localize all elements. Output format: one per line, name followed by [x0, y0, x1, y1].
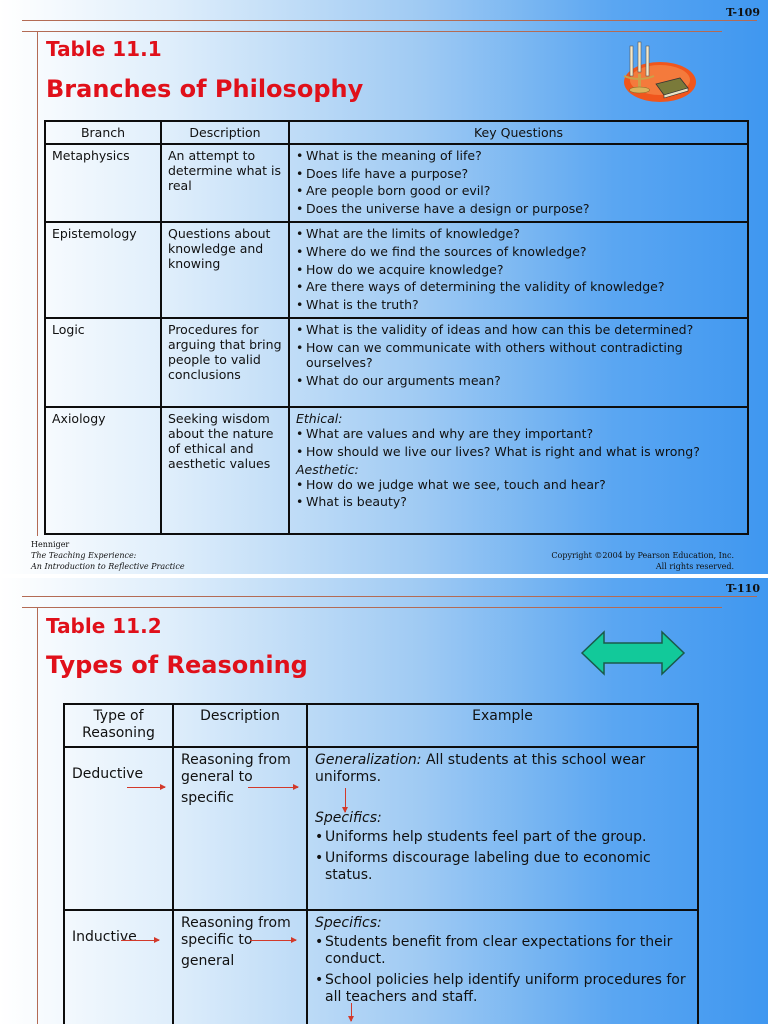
footer-book-title: The Teaching Experience:: [31, 551, 137, 560]
top-rule-inner: [22, 607, 722, 608]
slide-table-11-2: [0, 578, 768, 1024]
footer-author: Henniger: [31, 540, 70, 549]
page-number: T-109: [726, 6, 760, 19]
table-row: [45, 222, 748, 318]
list-item: • School policies help identify uniform procedures for all teachers and staff.: [315, 972, 690, 1006]
list-item: • How do we acquire knowledge?: [296, 262, 741, 277]
left-rule: [37, 31, 38, 536]
top-rule-inner: [22, 31, 722, 32]
header-example: Example: [307, 704, 698, 747]
list-item: • Where do we find the sources of knowledge?: [296, 244, 741, 259]
example-cell: [307, 910, 698, 1024]
page-title: Branches of Philosophy: [46, 75, 364, 103]
generalization-label: Generalization:: [315, 752, 422, 768]
description-cell: Questions about knowledge and knowing: [161, 222, 289, 318]
description-end: general: [181, 953, 235, 969]
footer-copyright: Copyright ©2004 by Pearson Education, Inc.: [551, 551, 734, 560]
list-item: • Students benefit from clear expectations for their conduct.: [315, 934, 690, 968]
arrow-right-icon: [248, 787, 298, 788]
list-item: • What is beauty?: [296, 494, 741, 509]
questions-cell: [289, 407, 748, 534]
page-title: Types of Reasoning: [46, 651, 308, 679]
branch-cell: Epistemology: [45, 222, 161, 318]
header-description: Description: [161, 121, 289, 144]
table-row: [45, 318, 748, 407]
footer-right: [551, 550, 734, 572]
description-main: Reasoning from general to: [181, 752, 291, 785]
generalization-text: All students at this school wear uniforms.: [315, 752, 646, 785]
table-row: [45, 407, 748, 534]
table-number: Table 11.2: [46, 614, 162, 638]
list-item: • What is the validity of ideas and how can this be determined?: [296, 322, 741, 337]
top-rule: [22, 20, 757, 21]
footer-book-subtitle: An Introduction to Reflective Practice: [31, 562, 185, 571]
arrow-right-icon: [121, 940, 159, 941]
aesthetic-label: Aesthetic:: [296, 461, 359, 477]
description-main: Reasoning from specific to: [181, 915, 291, 948]
type-cell: Deductive: [64, 747, 173, 910]
ethical-label: Ethical:: [296, 411, 343, 427]
arrow-down-icon: [351, 1003, 352, 1021]
candlestick-book-icon: [612, 38, 698, 104]
branch-cell: Axiology: [45, 407, 161, 534]
list-item: • Uniforms help students feel part of the group.: [315, 829, 690, 846]
list-item: • How should we live our lives? What is right and what is wrong?: [296, 444, 741, 459]
description-cell: [173, 747, 307, 910]
table-row: [64, 747, 698, 910]
page-number: T-110: [726, 582, 760, 595]
questions-cell: [289, 222, 748, 318]
list-item: • Does life have a purpose?: [296, 166, 741, 181]
description-end: specific: [181, 790, 234, 806]
philosophy-table: [44, 120, 749, 535]
description-cell: Procedures for arguing that bring people to valid conclusions: [161, 318, 289, 407]
list-item: • How can we communicate with others without contradicting ourselves?: [296, 340, 741, 370]
reasoning-table: [63, 703, 699, 1024]
list-item: • What are values and why are they important?: [296, 426, 741, 441]
header-key-questions: Key Questions: [289, 121, 748, 144]
specifics-label: Specifics:: [315, 810, 382, 826]
arrow-down-icon: [345, 788, 346, 812]
questions-cell: [289, 318, 748, 407]
generalization: [315, 752, 690, 786]
specifics-label: Specifics:: [315, 915, 382, 931]
double-arrow-icon: [580, 630, 688, 676]
header-type: Type of Reasoning: [64, 704, 173, 747]
footer-left: [31, 539, 185, 572]
list-item: • Are there ways of determining the validity of knowledge?: [296, 279, 741, 294]
list-item: • What is the meaning of life?: [296, 148, 741, 163]
list-item: • Does the universe have a design or purpose?: [296, 201, 741, 216]
list-item: • What is the truth?: [296, 297, 741, 312]
footer-rights: All rights reserved.: [655, 562, 734, 571]
header-row: [45, 121, 748, 144]
description-cell: Seeking wisdom about the nature of ethical and aesthetic values: [161, 407, 289, 534]
description-cell: [173, 910, 307, 1024]
header-branch: Branch: [45, 121, 161, 144]
questions-cell: [289, 144, 748, 222]
description-cell: An attempt to determine what is real: [161, 144, 289, 222]
type-cell: Inductive: [64, 910, 173, 1024]
table-row: [64, 910, 698, 1024]
branch-cell: Logic: [45, 318, 161, 407]
header-description: Description: [173, 704, 307, 747]
list-item: • Uniforms discourage labeling due to economic status.: [315, 850, 690, 884]
table-row: [45, 144, 748, 222]
list-item: • What do our arguments mean?: [296, 373, 741, 388]
table-number: Table 11.1: [46, 37, 162, 61]
list-item: • What are the limits of knowledge?: [296, 226, 741, 241]
arrow-right-icon: [250, 940, 296, 941]
example-cell: [307, 747, 698, 910]
arrow-right-icon: [127, 787, 165, 788]
top-rule: [22, 596, 757, 597]
list-item: • Are people born good or evil?: [296, 183, 741, 198]
list-item: • How do we judge what we see, touch and hear?: [296, 477, 741, 492]
header-row: [64, 704, 698, 747]
branch-cell: Metaphysics: [45, 144, 161, 222]
left-rule: [37, 607, 38, 1024]
